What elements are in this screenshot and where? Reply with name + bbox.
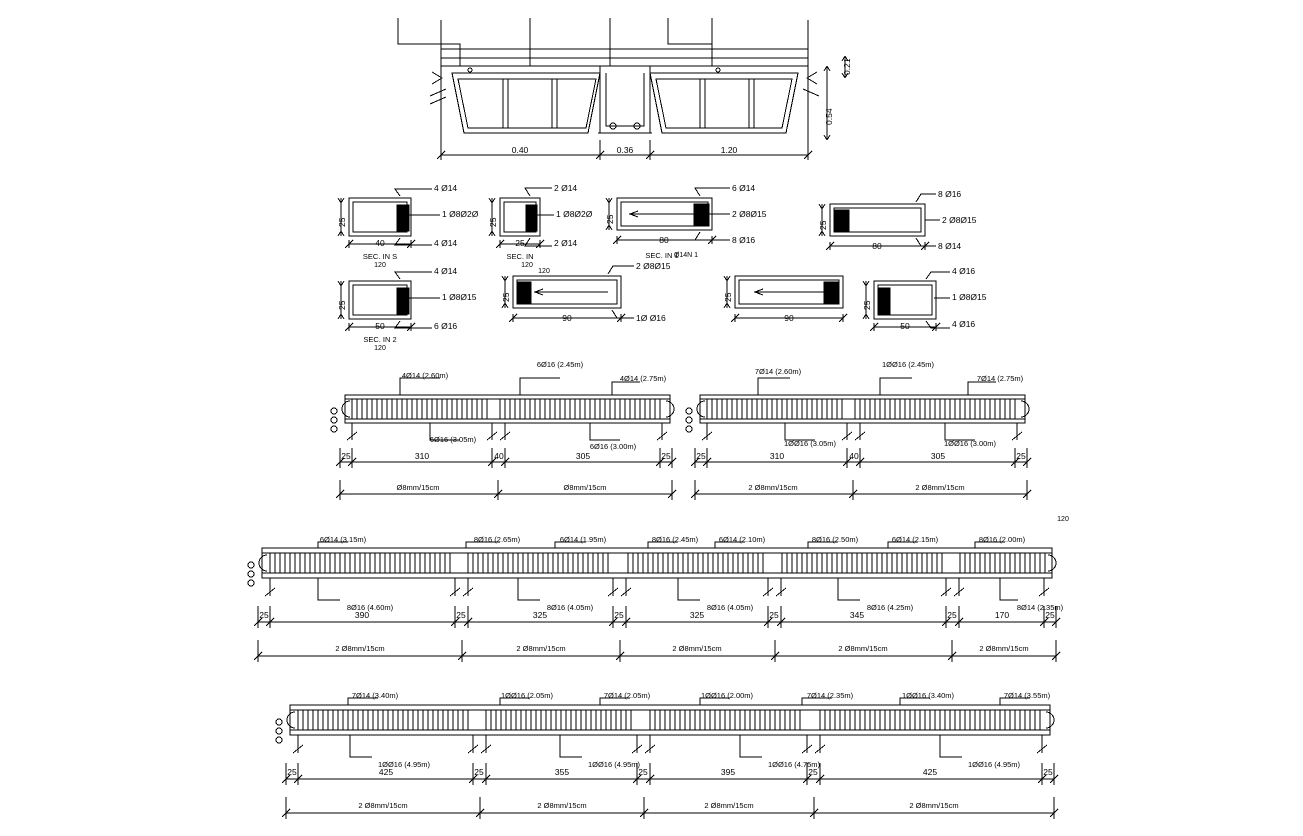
sec-3-caption: SEC. IN 1 — [645, 251, 679, 260]
beam-c-bot-callout-1: 8Ø16 (4.05m) — [546, 603, 594, 612]
beam-c-bot-callout-2: 8Ø16 (4.05m) — [706, 603, 754, 612]
beam-a-top-callout-0: 4Ø14 (2.60m) — [401, 371, 449, 380]
sec-3-bot-bars: 8 Ø16 — [732, 235, 756, 245]
beam-c-span-3: 325 — [532, 610, 548, 620]
sec-1-mid-bars: 1 Ø8Ø2Ø — [442, 209, 479, 219]
beam-b-stirrup-1: 2 Ø8mm/15cm — [915, 483, 965, 492]
sec-4-top-bars: 8 Ø16 — [938, 189, 962, 199]
beam-d-span-4: 25 — [638, 767, 648, 777]
beam-d-top-callout-3: 1ØØ16 (2.00m) — [700, 691, 754, 700]
sec-8-mid-bars: 1 Ø8Ø15 — [952, 292, 987, 302]
beam-d-span-6: 25 — [808, 767, 818, 777]
section-box-1 — [338, 189, 440, 248]
beam-b-bot-callout-1: 1ØØ16 (3.00m) — [943, 439, 997, 448]
beam-d-top-callout-5: 1ØØ16 (3.40m) — [901, 691, 955, 700]
beam-a — [331, 378, 676, 500]
beam-d-top-callout-0: 7Ø14 (3.40m) — [351, 691, 399, 700]
beam-a-top-callout-1: 6Ø16 (2.45m) — [536, 360, 584, 369]
beam-c-stirrup-3: 2 Ø8mm/15cm — [838, 644, 888, 653]
sec-2-width: 25 — [515, 238, 525, 248]
sec-3-top-bars: 6 Ø14 — [732, 183, 756, 193]
sec-7-height: 25 — [723, 292, 733, 302]
beam-c-span-4: 25 — [614, 610, 624, 620]
sec-4-width: 80 — [872, 241, 882, 251]
sec-2-height: 25 — [488, 217, 498, 227]
sec-1-bot-bars: 4 Ø14 — [434, 238, 458, 248]
beam-d-bot-callout-3: 1ØØ16 (4.95m) — [967, 760, 1021, 769]
sec-3-width: 80 — [659, 235, 669, 245]
beam-d-top-callout-6: 7Ø14 (3.55m) — [1003, 691, 1051, 700]
beam-c-span-5: 325 — [689, 610, 705, 620]
beam-c-stirrup-2: 2 Ø8mm/15cm — [672, 644, 722, 653]
beam-d-span-1: 425 — [378, 767, 394, 777]
beam-d-span-0: 25 — [287, 767, 297, 777]
top-cross-section — [398, 18, 848, 160]
beam-b-top-callout-0: 7Ø14 (2.60m) — [754, 367, 802, 376]
beam-c-bot-callout-3: 8Ø16 (4.25m) — [866, 603, 914, 612]
beam-c-top-callout-3: 8Ø16 (2.45m) — [651, 535, 699, 544]
top-dim-0: 0.40 — [511, 145, 529, 155]
sec-8-width: 50 — [900, 321, 910, 331]
sec-1-note: 120 — [374, 262, 386, 269]
sec-2-mid-bars: 1 Ø8Ø2Ø — [556, 209, 593, 219]
sec-5-top-bars: 4 Ø14 — [434, 266, 458, 276]
beam-c-span-8: 25 — [947, 610, 957, 620]
beam-a-top-callout-2: 4Ø14 (2.75m) — [619, 374, 667, 383]
beam-d-span-2: 25 — [474, 767, 484, 777]
sec-8-bot-bars: 4 Ø16 — [952, 319, 976, 329]
beam-d-stirrup-1: 2 Ø8mm/15cm — [537, 801, 587, 810]
beam-c-top-callout-1: 8Ø16 (2.65m) — [473, 535, 521, 544]
beam-d-span-8: 25 — [1043, 767, 1053, 777]
beam-c-top-callout-4: 6Ø14 (2.10m) — [718, 535, 766, 544]
beam-c-span-1: 390 — [354, 610, 370, 620]
sec-2-note: 120 — [521, 262, 533, 269]
beam-b-top-callout-1: 1ØØ16 (2.45m) — [881, 360, 935, 369]
sec-5-bot-bars: 6 Ø16 — [434, 321, 458, 331]
sec-5-width: 50 — [375, 321, 385, 331]
top-dim-1: 0.36 — [616, 145, 634, 155]
beam-c-stirrup-1: 2 Ø8mm/15cm — [516, 644, 566, 653]
sec-6-bot-bars: 1Ø Ø16 — [636, 313, 666, 323]
sec-4-mid-bars: 2 Ø8Ø15 — [942, 215, 977, 225]
sec-5-note: 120 — [374, 345, 386, 352]
sec-1-width: 40 — [375, 238, 385, 248]
beam-a-span-3: 305 — [575, 451, 591, 461]
beam-a-bot-callout-0: 6Ø16 (3.05m) — [429, 435, 477, 444]
beam-c-top-callout-0: 6Ø14 (3.15m) — [319, 535, 367, 544]
beam-b-stirrup-0: 2 Ø8mm/15cm — [748, 483, 798, 492]
beam-b-top-callout-2: 7Ø14 (2.75m) — [976, 374, 1024, 383]
beam-a-bot-callout-1: 6Ø16 (3.00m) — [589, 442, 637, 451]
beam-b-span-1: 310 — [769, 451, 785, 461]
beam-b-span-3: 305 — [930, 451, 946, 461]
sec-1-top-bars: 4 Ø14 — [434, 183, 458, 193]
beam-d-bot-callout-1: 1ØØ16 (4.95m) — [587, 760, 641, 769]
sec-5-height: 25 — [337, 300, 347, 310]
beam-c-span-2: 25 — [456, 610, 466, 620]
sec-1-caption: SEC. IN S — [362, 252, 398, 261]
sec-8-height: 25 — [862, 300, 872, 310]
beam-d-bot-callout-2: 1ØØ16 (4.75m) — [767, 760, 821, 769]
beam-d-span-5: 395 — [720, 767, 736, 777]
beam-c-top-callout-6: 6Ø14 (2.15m) — [891, 535, 939, 544]
beam-d-stirrup-3: 2 Ø8mm/15cm — [909, 801, 959, 810]
beam-c-span-0: 25 — [259, 610, 269, 620]
beam-c-span-6: 25 — [769, 610, 779, 620]
top-dim-2: 1.20 — [720, 145, 738, 155]
beam-c-stirrup-4: 2 Ø8mm/15cm — [979, 644, 1029, 653]
beam-b-span-0: 25 — [696, 451, 706, 461]
beam-c-span-9: 170 — [994, 610, 1010, 620]
beam-b-bot-callout-0: 1ØØ16 (3.05m) — [783, 439, 837, 448]
sec-2-caption: SEC. IN — [506, 252, 534, 261]
beam-d-span-7: 425 — [922, 767, 938, 777]
beam-a-span-4: 25 — [661, 451, 671, 461]
beam-d-span-3: 355 — [554, 767, 570, 777]
beam-c-span-7: 345 — [849, 610, 865, 620]
sec-3-height: 25 — [605, 214, 615, 224]
section-box-5 — [338, 272, 440, 331]
beam-d-bot-callout-0: 1ØØ16 (4.95m) — [377, 760, 431, 769]
sec-3-mid-bars: 2 Ø8Ø15 — [732, 209, 767, 219]
sec-8-top-bars: 4 Ø16 — [952, 266, 976, 276]
beam-c-corner-note: 120 — [1057, 516, 1069, 523]
sec-2-top-bars: 2 Ø14 — [554, 183, 578, 193]
beam-a-stirrup-1: Ø8mm/15cm — [563, 483, 607, 492]
beam-a-span-1: 310 — [414, 451, 430, 461]
beam-d-stirrup-0: 2 Ø8mm/15cm — [358, 801, 408, 810]
beam-d-top-callout-1: 1ØØ16 (2.05m) — [500, 691, 554, 700]
sec-4-height: 25 — [818, 220, 828, 230]
beam-d-top-callout-2: 7Ø14 (2.05m) — [603, 691, 651, 700]
beam-a-span-2: 40 — [494, 451, 504, 461]
beam-c-top-callout-5: 8Ø16 (2.50m) — [811, 535, 859, 544]
sec-5-mid-bars: 1 Ø8Ø15 — [442, 292, 477, 302]
top-vdim-1: 0.21 — [842, 58, 852, 75]
top-vdim-0: 0.54 — [824, 108, 834, 125]
beam-c-span-10: 25 — [1045, 610, 1055, 620]
sec-6-width: 90 — [562, 313, 572, 323]
beam-b-span-2: 40 — [849, 451, 859, 461]
sec-1-height: 25 — [337, 217, 347, 227]
beam-c-top-callout-7: 8Ø16 (2.00m) — [978, 535, 1026, 544]
beam-a-span-0: 25 — [341, 451, 351, 461]
sec-6-note: 120 — [538, 268, 550, 275]
beam-d-top-callout-4: 7Ø14 (2.35m) — [806, 691, 854, 700]
sec-6-height: 25 — [501, 292, 511, 302]
sec-2-bot-bars: 2 Ø14 — [554, 238, 578, 248]
sec-7-width: 90 — [784, 313, 794, 323]
sec-5-caption: SEC. IN 2 — [363, 335, 397, 344]
sec-6-top-bars: 2 Ø8Ø15 — [636, 261, 671, 271]
beam-c-top-callout-2: 6Ø14 (1.95m) — [559, 535, 607, 544]
sec-4-bot-bars: 8 Ø14 — [938, 241, 962, 251]
beam-a-stirrup-0: Ø8mm/15cm — [396, 483, 440, 492]
beam-b-span-4: 25 — [1016, 451, 1026, 461]
beam-c-stirrup-0: 2 Ø8mm/15cm — [335, 644, 385, 653]
sec-3-note: Ø14N 1 — [673, 252, 699, 259]
beam-d-stirrup-2: 2 Ø8mm/15cm — [704, 801, 754, 810]
beam-c-bot-callout-4: 8Ø14 (2.35m) — [1016, 603, 1064, 612]
beam-c-bot-callout-0: 8Ø16 (4.60m) — [346, 603, 394, 612]
